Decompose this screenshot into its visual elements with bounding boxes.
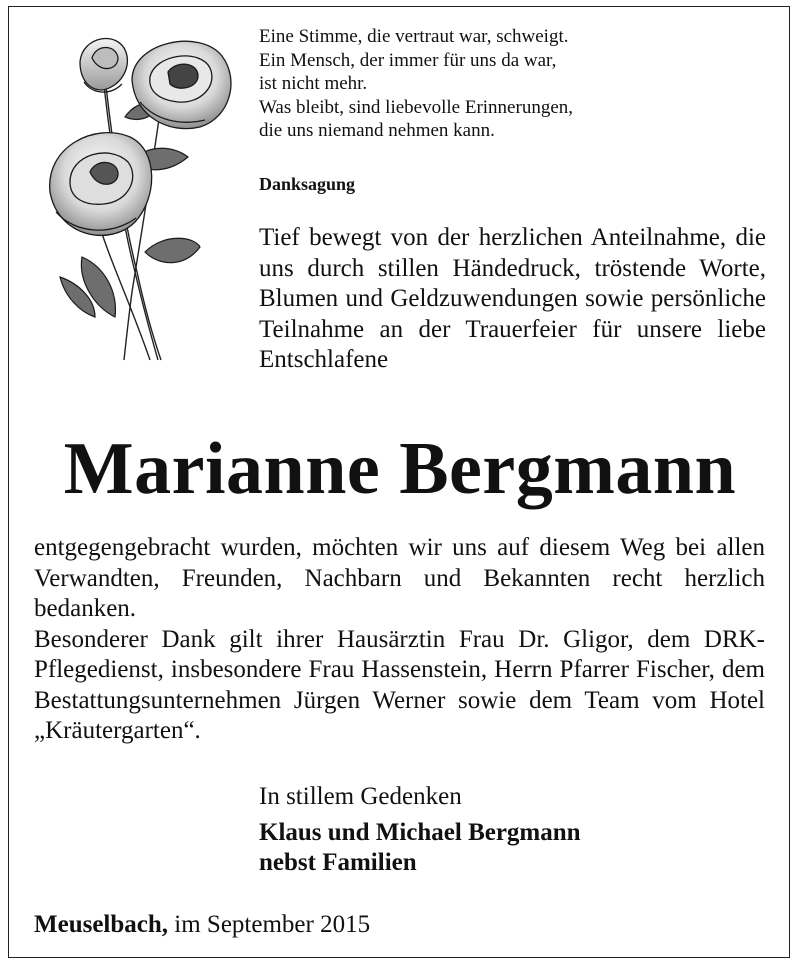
place-date-text: im September 2015	[168, 911, 371, 938]
memorial-poem	[259, 25, 759, 143]
signer-line: nebst Familien	[259, 849, 417, 876]
body-paragraph-1: entgegengebracht wurden, möchten wir uns auf diesem Weg bei allen Verwandten, Freunden, Nachbarn und Bekannten recht herzlich bedanken.	[34, 534, 765, 622]
poem-line: ist nicht mehr.	[259, 73, 368, 94]
poem-line: Eine Stimme, die vertraut war, schweigt.	[259, 26, 569, 47]
place-town: Meuselbach,	[34, 911, 169, 938]
poem-line: Was bleibt, sind liebevolle Erinnerungen,	[259, 96, 574, 118]
roses-illustration	[40, 22, 250, 367]
body-paragraph-2: Besonderer Dank gilt ihrer Hausärztin Frau Dr. Gligor, dem DRK-Pflegedienst, insbesondere Frau Hassenstein, Herrn Pfarrer Fischer, dem Bestattungsunternehmen Jürgen Werner sowie dem Team vom Hotel „Kräutergarten“.	[34, 625, 765, 744]
intro-text: Tief bewegt von der herzlichen Anteilnahme, die uns durch stillen Händedruck, tröstende Worte, Blumen und Geldzuwendungen sowie persönliche Teilnahme an der Trauerfeier für unsere liebe Entschlafene	[259, 224, 766, 373]
poem-line: Ein Mensch, der immer für uns da war,	[259, 49, 557, 71]
heading-danksagung: Danksagung	[259, 174, 356, 194]
deceased-name: Marianne Bergmann	[63, 428, 737, 510]
place-date	[34, 910, 370, 940]
signers	[259, 818, 581, 878]
closing-line: In stillem Gedenken	[259, 783, 462, 810]
poem-line: die uns niemand nehmen kann.	[259, 120, 495, 141]
thanks-body	[34, 533, 765, 747]
signer-line: Klaus und Michael Bergmann	[259, 819, 581, 846]
intro-paragraph	[259, 223, 766, 376]
